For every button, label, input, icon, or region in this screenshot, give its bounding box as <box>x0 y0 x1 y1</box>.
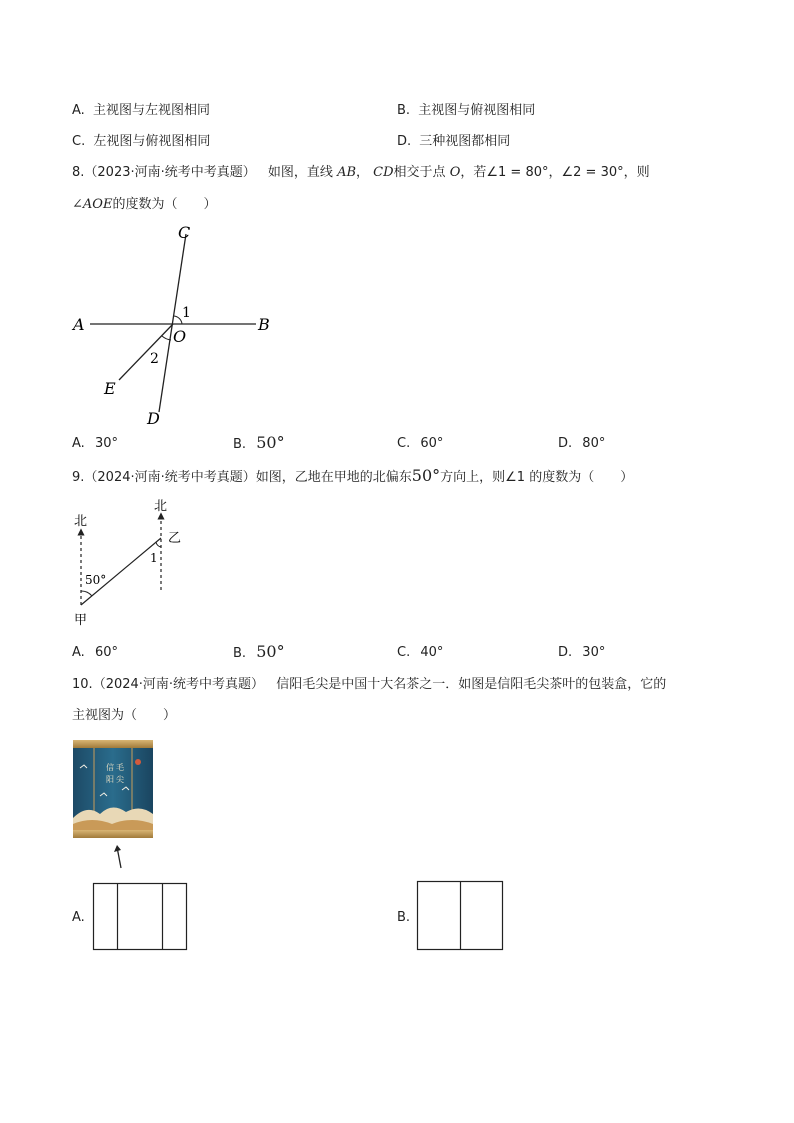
label-d: D <box>147 409 160 428</box>
angle-1-arc <box>156 542 161 547</box>
label-north-jia: 北 <box>74 514 88 529</box>
option-text: 主视图与俯视图相同 <box>418 103 536 118</box>
option-letter: B. <box>233 437 247 452</box>
option-letter: C. <box>72 134 86 149</box>
q9-option-b <box>233 642 285 661</box>
label-angle-2: 2 <box>150 351 159 367</box>
q9-figure <box>70 494 200 629</box>
option-text: 40° <box>420 645 444 660</box>
label-angle-50: 50° <box>85 573 107 587</box>
view-direction-arrow-icon <box>114 844 128 870</box>
label-o: O <box>173 327 187 346</box>
option-letter: B. <box>397 103 411 118</box>
label-b: B <box>258 315 270 334</box>
question-source: （2023·河南·统考中考真题） <box>84 165 256 180</box>
box-char-3: 阳 <box>106 775 114 784</box>
q8-option-d <box>558 436 605 451</box>
angle-aoe: ∠AOE <box>72 197 113 212</box>
option-letter: A. <box>72 645 85 660</box>
option-text: 30° <box>94 436 118 451</box>
label-c: C <box>178 223 191 242</box>
point-o: O <box>449 165 461 180</box>
option-letter: D. <box>397 134 412 149</box>
option-letter: D. <box>558 645 573 660</box>
q7-option-c <box>72 132 210 152</box>
q9-option-a <box>72 645 118 660</box>
box-char-4: 尖 <box>116 775 124 784</box>
stem-text: 方向上，则∠1 的度数为（ ） <box>440 470 634 485</box>
question-source: （2024·河南·统考中考真题） <box>92 677 265 692</box>
stem-text: 相交于点 <box>393 165 446 180</box>
line-ab: AB <box>337 165 357 180</box>
option-letter: B. <box>233 646 247 661</box>
option-text: 三种视图都相同 <box>419 134 511 149</box>
label-north-yi: 北 <box>154 499 168 514</box>
stem-text: 如图，乙地在甲地的北偏东 <box>255 470 412 485</box>
stem-value: 50° <box>411 466 441 485</box>
q8-stem-line-1 <box>72 163 650 183</box>
option-text: 50° <box>256 433 285 452</box>
option-text: 左视图与俯视图相同 <box>93 134 211 149</box>
option-letter: A. <box>72 436 85 451</box>
option-text: 30° <box>582 645 606 660</box>
question-number: 8. <box>72 165 85 180</box>
q9-option-d <box>558 645 605 660</box>
q9-option-c <box>397 645 443 660</box>
stem-text: 如图，直线 <box>267 165 333 180</box>
option-text: 60° <box>420 436 444 451</box>
line-cd: CD <box>373 165 394 180</box>
q7-option-a <box>72 101 210 121</box>
box-char-2: 毛 <box>116 763 124 772</box>
option-letter: C. <box>397 645 411 660</box>
option-text: 50° <box>256 642 285 661</box>
q8-option-c <box>397 436 443 451</box>
label-angle-1: 1 <box>150 551 158 565</box>
q7-option-d <box>397 132 510 152</box>
q10-option-a-label: A. <box>72 910 85 925</box>
question-number: 9. <box>72 470 85 485</box>
stem-text: 的度数为（ ） <box>112 197 217 212</box>
q10-option-b-figure <box>417 881 505 951</box>
option-text: 80° <box>582 436 606 451</box>
q8-option-b <box>233 433 285 452</box>
separator: ， <box>356 165 370 180</box>
q8-figure <box>70 222 290 432</box>
stem-text: ，若∠1 = 80°，∠2 = 30°，则 <box>460 165 650 180</box>
line-jia-yi <box>81 538 161 605</box>
q9-stem <box>72 466 633 488</box>
option-letter: C. <box>397 436 411 451</box>
box-char-1: 信 <box>106 763 114 772</box>
label-e: E <box>104 379 116 398</box>
question-source: （2024·河南·统考中考真题） <box>84 470 256 485</box>
q10-stem-line-2 <box>72 706 176 726</box>
angle-1-arc <box>174 316 182 324</box>
q10-stem-line-1 <box>72 675 666 695</box>
label-jia: 甲 <box>74 613 88 628</box>
option-text: 60° <box>94 645 118 660</box>
option-text: 主视图与左视图相同 <box>92 103 210 118</box>
q8-option-a <box>72 436 118 451</box>
option-letter: D. <box>558 436 573 451</box>
q10-option-a-figure <box>93 883 189 951</box>
stem-text: 主视图为（ ） <box>72 708 177 723</box>
q7-option-b <box>397 101 535 121</box>
tea-box-image <box>72 738 156 842</box>
label-a: A <box>73 315 85 334</box>
label-angle-1: 1 <box>182 305 191 321</box>
q8-stem-line-2 <box>72 195 216 215</box>
angle-50-arc <box>81 591 92 596</box>
stem-text: 信阳毛尖是中国十大名茶之一．如图是信阳毛尖茶叶的包装盒，它的 <box>276 677 667 692</box>
option-letter: A. <box>72 103 85 118</box>
question-number: 10. <box>72 677 93 692</box>
q10-option-b-label: B. <box>397 910 411 925</box>
label-yi: 乙 <box>168 531 182 546</box>
